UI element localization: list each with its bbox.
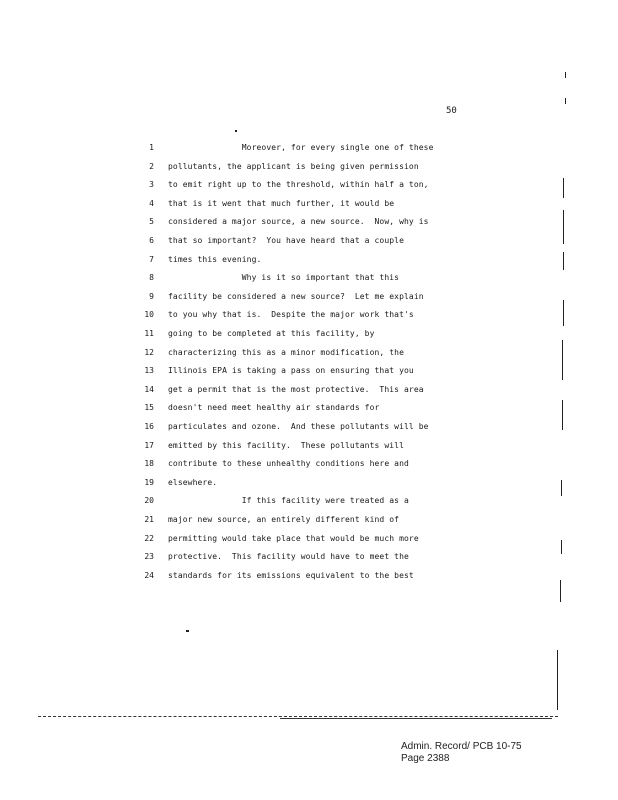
line-number: 16 bbox=[144, 422, 154, 431]
line-number: 18 bbox=[144, 459, 154, 469]
line-text: that so important? You have heard that a couple bbox=[168, 236, 404, 245]
line-number: 1 bbox=[149, 143, 154, 152]
line-text: elsewhere. bbox=[168, 477, 218, 487]
line-number: 8 bbox=[149, 273, 154, 283]
line-number: 20 bbox=[144, 496, 154, 506]
admin-record-label: Admin. Record/ PCB 10-75 bbox=[401, 741, 522, 752]
transcript-line bbox=[0, 512, 618, 528]
transcript-line bbox=[0, 326, 618, 342]
line-number: 24 bbox=[144, 570, 154, 580]
transcript-line bbox=[0, 549, 618, 565]
line-text: times this evening. bbox=[168, 254, 262, 264]
transcript-line bbox=[0, 233, 618, 249]
line-number: 21 bbox=[144, 515, 154, 524]
transcript-line bbox=[0, 307, 618, 323]
line-text: doesn't need meet healthy air standards for bbox=[168, 403, 380, 413]
line-text: Why is it so important that this bbox=[168, 273, 400, 283]
line-text: considered a major source, a new source. Now, why is bbox=[168, 217, 429, 227]
scan-mark bbox=[565, 72, 566, 78]
line-text: to you why that is. Despite the major work that's bbox=[168, 310, 414, 320]
scan-mark bbox=[563, 252, 564, 270]
line-number: 23 bbox=[144, 552, 154, 562]
transcript-line bbox=[0, 214, 618, 230]
line-number: 19 bbox=[144, 477, 154, 487]
transcript-line bbox=[0, 363, 618, 379]
transcript-line bbox=[0, 382, 618, 398]
line-number: 7 bbox=[149, 254, 154, 264]
line-number: 5 bbox=[149, 217, 154, 227]
line-number: 4 bbox=[149, 198, 154, 208]
footer-rule-dashed bbox=[38, 716, 558, 717]
line-text: particulates and ozone. And these pollutants will be bbox=[168, 422, 429, 431]
line-text: facility be considered a new source? Let me explain bbox=[168, 291, 424, 301]
line-text: Illinois EPA is taking a pass on ensuring that you bbox=[168, 366, 414, 376]
line-text: permitting would take place that would be much more bbox=[168, 533, 419, 543]
transcript-line bbox=[0, 196, 618, 212]
line-number: 17 bbox=[144, 440, 154, 450]
scan-mark bbox=[561, 540, 562, 554]
line-number: 10 bbox=[144, 310, 154, 320]
line-text: that is it went that much further, it would be bbox=[168, 198, 395, 208]
line-text: get a permit that is the most protective. This area bbox=[168, 384, 424, 394]
scan-mark bbox=[557, 650, 558, 710]
line-text: contribute to these unhealthy conditions here and bbox=[168, 459, 409, 469]
line-text: characterizing this as a minor modification, the bbox=[168, 347, 404, 357]
transcript-line bbox=[0, 475, 618, 491]
line-number: 14 bbox=[144, 384, 154, 394]
scan-mark bbox=[235, 130, 237, 132]
scan-mark bbox=[563, 300, 564, 326]
scan-mark bbox=[563, 178, 564, 198]
line-number: 12 bbox=[144, 347, 154, 357]
scan-mark bbox=[560, 580, 561, 602]
line-text: protective. This facility would have to meet the bbox=[168, 552, 409, 562]
transcript-line bbox=[0, 438, 618, 454]
line-text: If this facility were treated as a bbox=[168, 496, 409, 506]
transcript-line bbox=[0, 531, 618, 547]
transcript-line bbox=[0, 270, 618, 286]
line-text: emitted by this facility. These pollutants will bbox=[168, 440, 404, 450]
page-number: 50 bbox=[446, 106, 457, 116]
line-number: 11 bbox=[144, 329, 154, 338]
transcript-line bbox=[0, 252, 618, 268]
line-number: 15 bbox=[144, 403, 154, 413]
scan-mark bbox=[562, 400, 563, 430]
admin-page-label: Page 2388 bbox=[401, 753, 450, 764]
transcript-line bbox=[0, 289, 618, 305]
line-number: 22 bbox=[144, 533, 154, 543]
line-number: 6 bbox=[149, 236, 154, 245]
transcript-line bbox=[0, 568, 618, 584]
transcript-line bbox=[0, 456, 618, 472]
line-number: 13 bbox=[144, 366, 154, 376]
footer-rule-solid bbox=[280, 718, 552, 719]
scan-mark bbox=[186, 630, 189, 632]
line-text: standards for its emissions equivalent to the best bbox=[168, 570, 414, 580]
transcript-line bbox=[0, 400, 618, 416]
line-number: 3 bbox=[149, 180, 154, 190]
scan-mark bbox=[562, 340, 563, 380]
line-text: Moreover, for every single one of these bbox=[168, 143, 434, 152]
line-number: 2 bbox=[149, 161, 154, 171]
line-number: 9 bbox=[149, 291, 154, 301]
scan-mark bbox=[561, 480, 562, 496]
transcript-line bbox=[0, 159, 618, 175]
transcript-line bbox=[0, 345, 618, 361]
transcript-line bbox=[0, 419, 618, 435]
transcript-line bbox=[0, 177, 618, 193]
line-text: major new source, an entirely different kind of bbox=[168, 515, 400, 524]
line-text: pollutants, the applicant is being given permission bbox=[168, 161, 419, 171]
transcript-line bbox=[0, 140, 618, 156]
scan-mark bbox=[565, 98, 566, 104]
transcript-line bbox=[0, 493, 618, 509]
line-text: to emit right up to the threshold, within half a ton, bbox=[168, 180, 429, 190]
scan-mark bbox=[563, 210, 564, 244]
line-text: going to be completed at this facility, by bbox=[168, 329, 375, 338]
